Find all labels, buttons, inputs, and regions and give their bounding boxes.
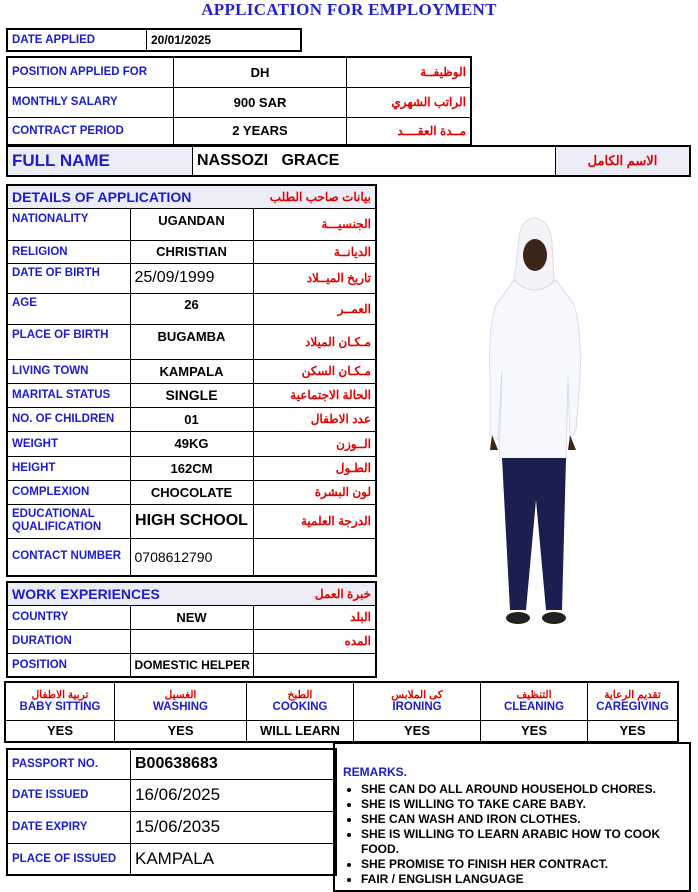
passport-table (6, 748, 337, 876)
place-issued-value: KAMPALA (131, 843, 337, 875)
full-name-value: NASSOZI GRACE (193, 146, 556, 176)
children-arabic: عدد الاطفال (253, 407, 376, 431)
living-town-label: LIVING TOWN (7, 359, 130, 383)
nationality-arabic: الجنسيـــة (253, 208, 376, 240)
age-label: AGE (7, 293, 130, 324)
work-header: WORK EXPERIENCES (7, 582, 253, 605)
height-value: 162CM (130, 456, 253, 480)
skill-baby-sitting-value: YES (5, 720, 115, 742)
skill-washing: الغسيل WASHING (115, 682, 247, 720)
country-value: NEW (130, 605, 253, 629)
complexion-arabic: لون البشرة (253, 480, 376, 504)
skill-washing-value: YES (115, 720, 247, 742)
age-arabic: العمــر (253, 293, 376, 324)
religion-value: CHRISTIAN (130, 240, 253, 263)
contact-arabic (253, 538, 376, 576)
contract-value: 2 YEARS (174, 117, 347, 145)
weight-arabic: الــوزن (253, 431, 376, 456)
age-value: 26 (130, 293, 253, 324)
contact-label: CONTACT NUMBER (7, 538, 130, 576)
page-title: APPLICATION FOR EMPLOYMENT (201, 0, 497, 19)
passport-no-label: PASSPORT NO. (7, 749, 131, 779)
religion-label: RELIGION (7, 240, 130, 263)
passport-no-value: B00638683 (131, 749, 337, 779)
salary-arabic: الراتب الشهري (347, 87, 472, 117)
place-of-birth-value: BUGAMBA (130, 324, 253, 359)
complexion-label: COMPLEXION (7, 480, 130, 504)
weight-value: 49KG (130, 431, 253, 456)
details-header: DETAILS OF APPLICATION (7, 185, 253, 208)
date-issued-label: DATE ISSUED (7, 779, 131, 811)
religion-arabic: الديانــة (253, 240, 376, 263)
dob-arabic: تاريخ الميــلاد (253, 263, 376, 293)
remarks-title: REMARKS. (343, 765, 408, 779)
work-header-arabic: خبرة العمل (253, 582, 376, 605)
skill-caregiving-value: YES (588, 720, 679, 742)
applicant-photo (474, 210, 594, 635)
place-of-birth-label: PLACE OF BIRTH (7, 324, 130, 359)
skill-ironing-value: YES (354, 720, 481, 742)
position-table (6, 56, 472, 146)
position-label: POSITION APPLIED FOR (7, 57, 174, 87)
date-applied-value: 20/01/2025 (147, 29, 302, 51)
skill-cleaning: التنظيف CLEANING (481, 682, 588, 720)
date-expiry-value: 15/06/2035 (131, 811, 337, 843)
skill-cooking-value: WILL LEARN (247, 720, 354, 742)
position-exp-value: DOMESTIC HELPER (130, 653, 253, 677)
place-issued-label: PLACE OF ISSUED (7, 843, 131, 875)
dob-value: 25/09/1999 (130, 263, 253, 293)
country-label: COUNTRY (7, 605, 130, 629)
remark-item: • SHE IS WILLING TO TAKE CARE BABY. (361, 797, 689, 812)
salary-value: 900 SAR (174, 87, 347, 117)
marital-status-arabic: الحالة الاجتماعية (253, 383, 376, 407)
children-value: 01 (130, 407, 253, 431)
date-applied-label: DATE APPLIED (7, 29, 147, 51)
skill-ironing: كى الملابس IRONING (354, 682, 481, 720)
details-header-arabic: بيانات صاحب الطلب (253, 185, 376, 208)
position-value: DH (174, 57, 347, 87)
date-expiry-label: DATE EXPIRY (7, 811, 131, 843)
remarks-box (333, 742, 691, 892)
contract-arabic: مــدة العقــــد (347, 117, 472, 145)
height-label: HEIGHT (7, 456, 130, 480)
height-arabic: الطـول (253, 456, 376, 480)
remark-item: • SHE CAN WASH AND IRON CLOTHES. (361, 812, 689, 827)
dob-label: DATE OF BIRTH (7, 263, 130, 293)
full-name-label: FULL NAME (7, 146, 193, 176)
country-arabic: البلد (253, 605, 376, 629)
place-of-birth-arabic: مـكـان الميلاد (253, 324, 376, 359)
nationality-label: NATIONALITY (7, 208, 130, 240)
living-town-value: KAMPALA (130, 359, 253, 383)
remark-item: • SHE PROMISE TO FINISH HER CONTRACT. (361, 857, 689, 872)
remarks-list (343, 782, 689, 887)
living-town-arabic: مـكـان السكن (253, 359, 376, 383)
salary-label: MONTHLY SALARY (7, 87, 174, 117)
remark-item: • SHE IS WILLING TO LEARN ARABIC HOW TO COOK FOOD. (361, 827, 689, 857)
skills-table (4, 681, 679, 743)
details-table (6, 184, 377, 577)
remark-item: • FAIR / ENGLISH LANGUAGE (361, 872, 689, 887)
position-exp-label: POSITION (7, 653, 130, 677)
education-label: EDUCATIONAL QUALIFICATION (7, 504, 130, 538)
marital-status-value: SINGLE (130, 383, 253, 407)
marital-status-label: MARITAL STATUS (7, 383, 130, 407)
skill-cooking: الطبخ COOKING (247, 682, 354, 720)
date-issued-value: 16/06/2025 (131, 779, 337, 811)
education-value: HIGH SCHOOL (130, 504, 253, 538)
skill-baby-sitting: تربية الاطفال BABY SITTING (5, 682, 115, 720)
date-applied-table (6, 28, 302, 52)
education-arabic: الدرجة العلمية (253, 504, 376, 538)
contract-label: CONTRACT PERIOD (7, 117, 174, 145)
work-table (6, 581, 377, 678)
remark-item: • SHE CAN DO ALL AROUND HOUSEHOLD CHORES. (361, 782, 689, 797)
position-arabic: الوظيفــة (347, 57, 472, 87)
duration-value (130, 629, 253, 653)
full-name-arabic: الاسم الكامل (556, 146, 691, 176)
duration-label: DURATION (7, 629, 130, 653)
weight-label: WEIGHT (7, 431, 130, 456)
full-name-table (6, 145, 691, 177)
duration-arabic: المده (253, 629, 376, 653)
contact-value: 0708612790 (130, 538, 253, 576)
children-label: NO. OF CHILDREN (7, 407, 130, 431)
position-exp-arabic (253, 653, 376, 677)
nationality-value: UGANDAN (130, 208, 253, 240)
complexion-value: CHOCOLATE (130, 480, 253, 504)
skill-caregiving: تقديم الرعاية CAREGIVING (588, 682, 679, 720)
skill-cleaning-value: YES (481, 720, 588, 742)
